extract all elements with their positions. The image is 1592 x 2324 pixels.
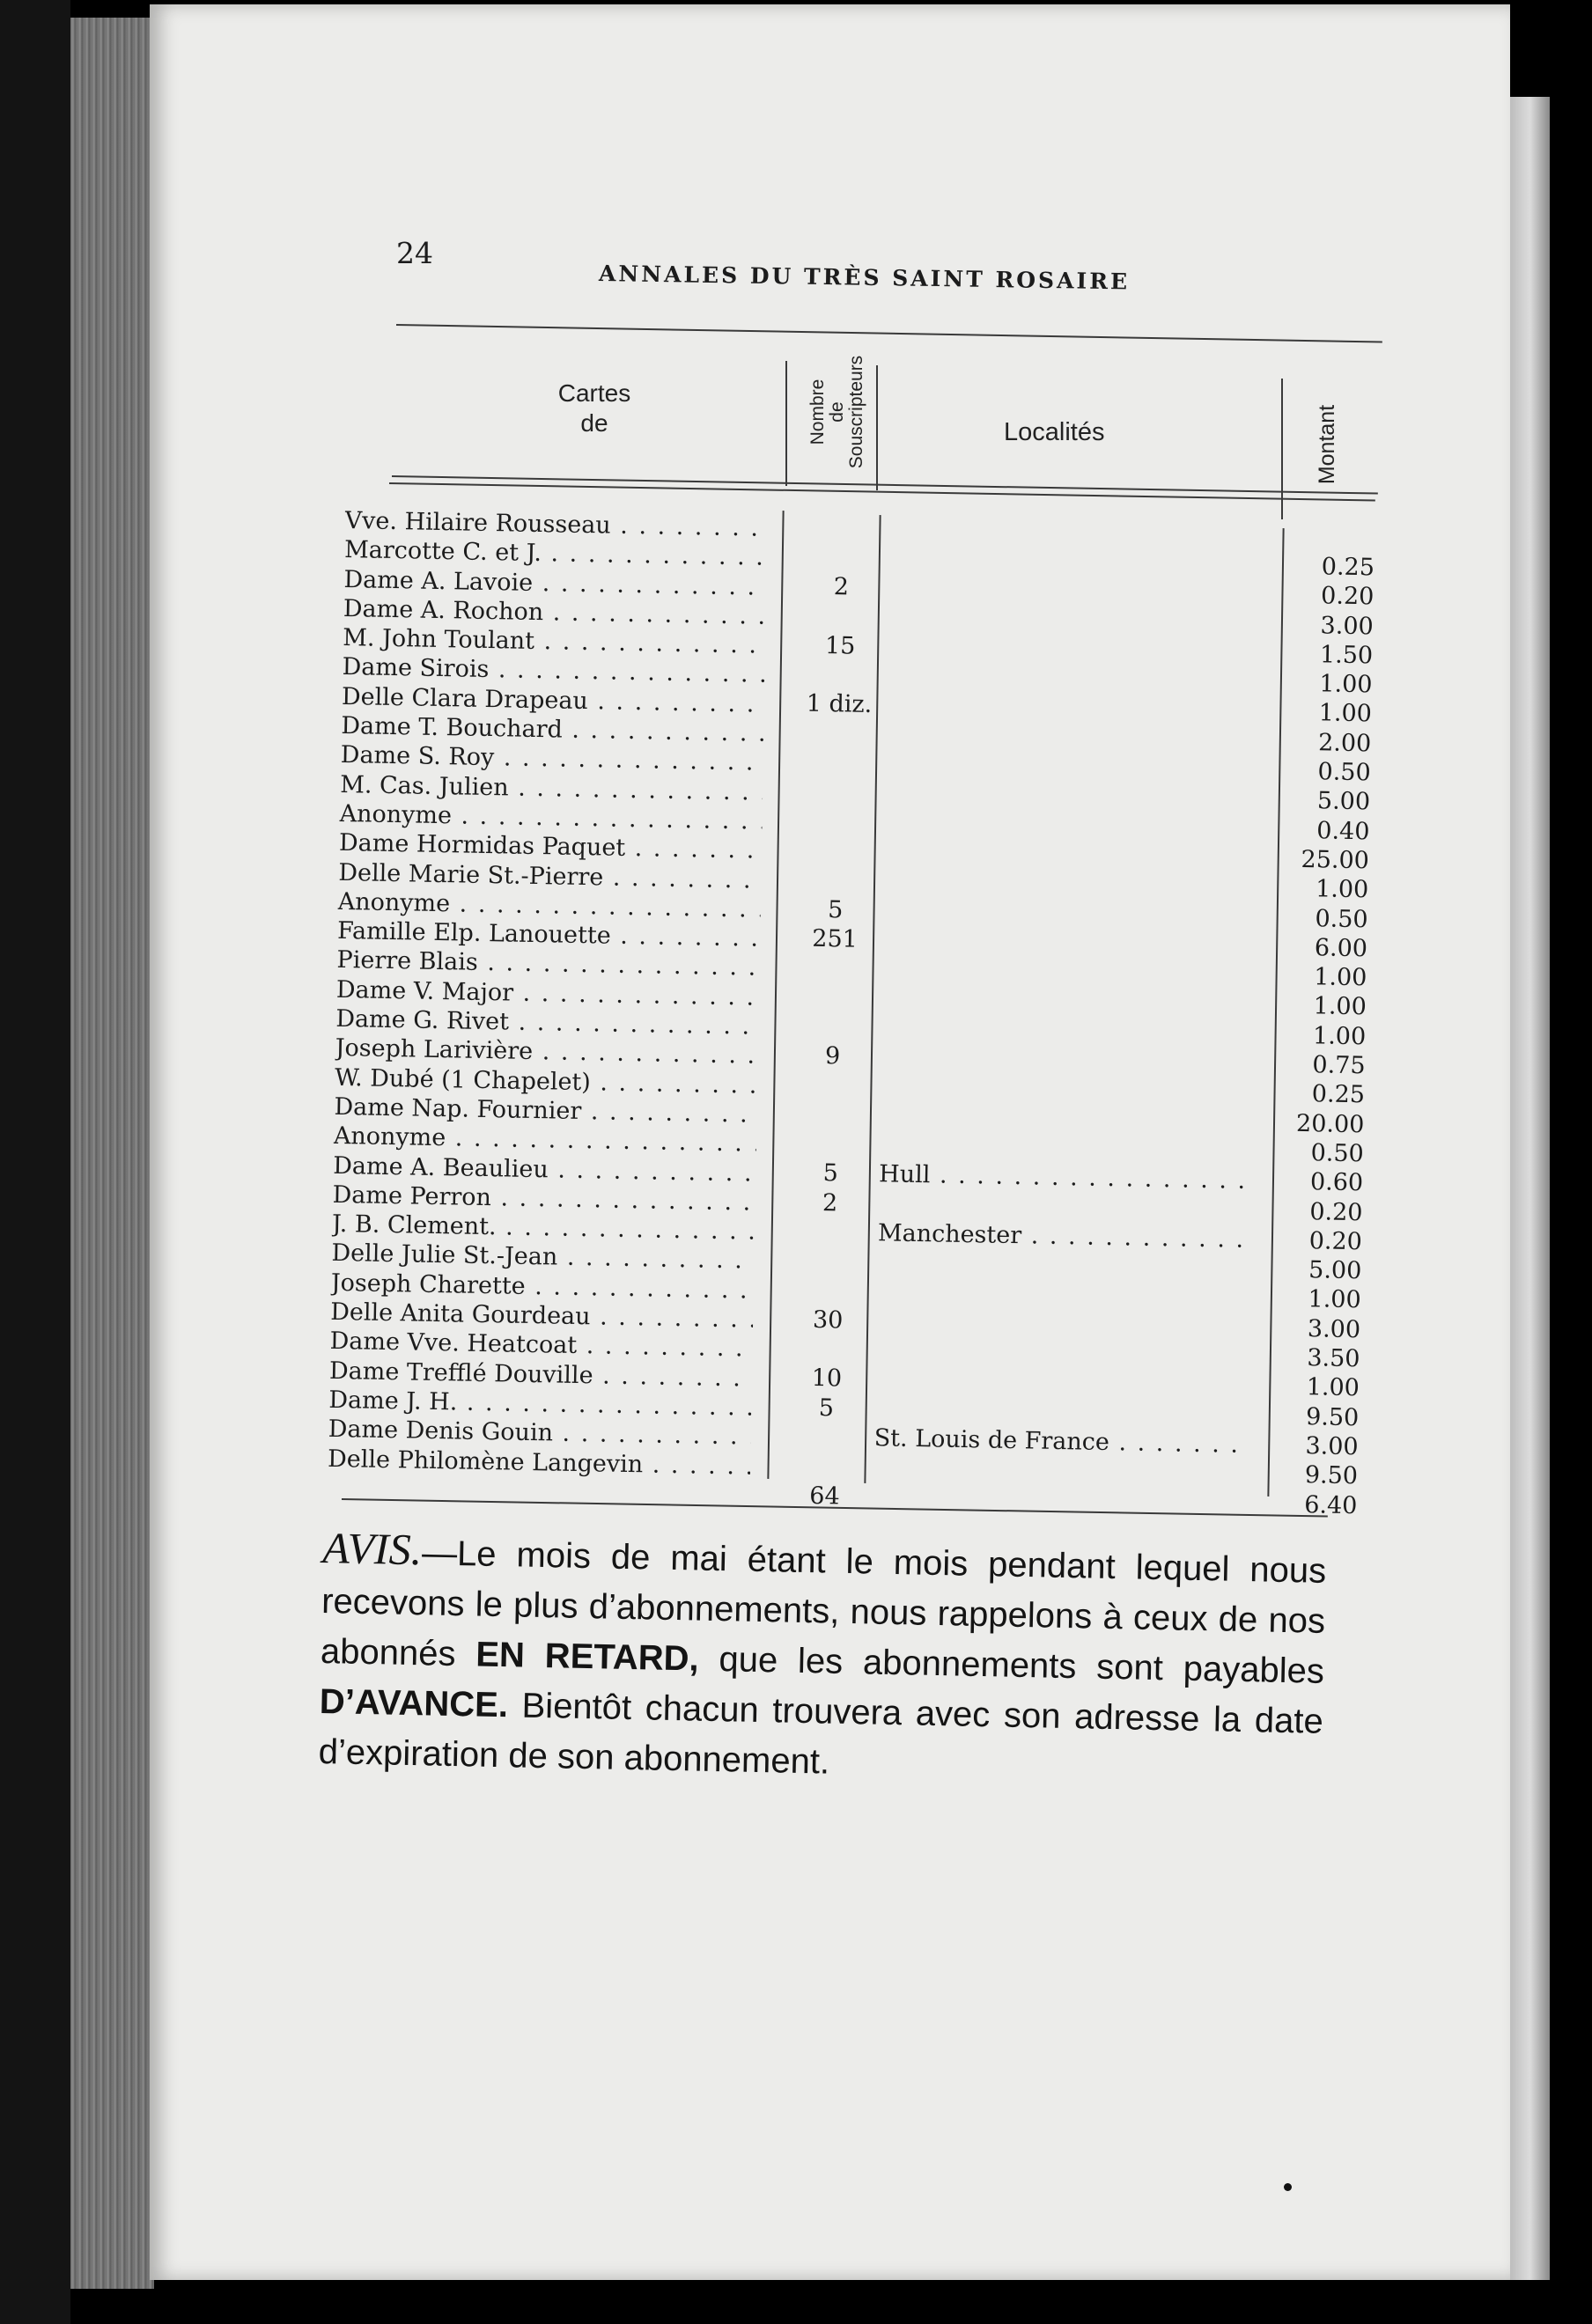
donor-name: Dame Hormidas Paquet . . . [339,829,762,864]
column-divider-nombre-right [876,365,878,490]
amount: 0.50 [1317,758,1371,787]
amount: 0.75 [1312,1051,1366,1080]
avis-bold-retard: EN RETARD, [475,1635,700,1679]
donor-name: Dame G. Rivet . . . [335,1005,758,1041]
avis-heading: AVIS. [321,1523,423,1575]
amount: 6.00 [1314,934,1368,963]
donor-name: Dame A. Lavoie . . . [343,566,766,601]
donor-name: J. B. Clement. . . . [332,1210,755,1246]
donor-name: Delle Philomène Langevin . . . [328,1445,750,1480]
subscriber-count: 9 [824,1042,841,1070]
amount: 0.60 [1309,1168,1364,1197]
donor-name: Dame T. Bouchard . . . [341,712,763,747]
column-divider-nombre-left [785,361,787,486]
facing-page-edge [1510,97,1550,2280]
amount: 0.25 [1311,1080,1366,1109]
donor-name: Dame S. Roy . . . [341,741,763,776]
donor-name: Delle Marie St.-Pierre . . . [338,858,761,894]
localite-text: St. Louis de France . . . [873,1424,1243,1459]
donor-name: M. Cas. Julien . . . [340,771,763,806]
column-header-localites: Localités [1004,418,1105,446]
column-header-cartes: Cartes de [557,379,631,437]
amount: 9.50 [1305,1402,1360,1431]
amount: 25.00 [1301,845,1370,875]
amount: 20.00 [1295,1109,1365,1138]
amount: 3.00 [1320,611,1374,641]
amount: 9.50 [1304,1461,1359,1490]
amount: 0.50 [1315,904,1368,933]
subscriber-count: 64 [809,1482,840,1510]
column-header-nombre: Nombre de Souscripteurs [807,355,866,469]
avis-text-3: Bientôt chacun trouvera avec son adresse la date d’expiration de son abonnement. [318,1686,1324,1782]
subscriber-count: 5 [818,1394,835,1422]
subscriber-count: 5 [822,1159,839,1188]
donor-name: Marcotte C. et J. . . . [344,536,767,571]
donor-name: Dame A. Beaulieu . . . [333,1151,755,1187]
amount: 1.50 [1319,641,1374,670]
amount: 1.00 [1312,1021,1367,1051]
amount: 0.20 [1308,1227,1363,1256]
localite-text: Hull . . . [879,1160,1249,1195]
donor-name: M. John Toulant . . . [343,624,765,659]
amount: 5.00 [1316,787,1371,816]
avis-text-2: que les abonnements sont payables [698,1639,1325,1691]
amount: 5.00 [1308,1256,1362,1285]
amount: 3.00 [1305,1432,1359,1461]
donor-name: Vve. Hilaire Rousseau . . . [344,507,767,542]
running-title: ANNALES DU TRÈS SAINT ROSAIRE [598,261,1131,295]
amount: 0.50 [1310,1139,1365,1168]
donor-name: Dame Nap. Fournier . . . [334,1093,756,1129]
ink-dot [1284,2183,1292,2191]
amount: 3.50 [1307,1344,1360,1373]
donor-name: Delle Julie St.-Jean . . . [331,1239,754,1275]
donor-name: Anonyme . . . [339,800,762,835]
subscription-table [327,507,1375,1519]
subscriber-count: 251 [812,924,859,953]
donor-name: Dame Trefflé Douville . . . [329,1357,752,1392]
amount: 1.00 [1319,670,1373,699]
donor-name: W. Dubé (1 Chapelet) . . . [335,1064,757,1099]
amount: 1.00 [1318,699,1373,728]
amount: 0.20 [1309,1197,1363,1226]
donor-name: Dame Vve. Heatcoat . . . [329,1327,752,1363]
amount: 1.00 [1315,875,1369,904]
avis-notice [318,1523,1327,1798]
amount: 3.00 [1307,1314,1361,1344]
page-edges [70,18,154,2289]
amount: 1.00 [1313,992,1367,1021]
subscriber-count: 15 [824,631,856,660]
donor-name: Anonyme . . . [337,888,760,923]
page-number: 24 [396,236,433,270]
amount: 0.25 [1321,553,1375,582]
subscriber-count: 10 [811,1364,843,1393]
amount: 1.00 [1306,1373,1360,1402]
column-header-montant: Montant [1315,404,1339,485]
subscriber-count: 2 [822,1188,838,1217]
subscriber-count: 1 diz. [806,690,873,719]
avis-text-1: —Le mois de mai étant le mois pendant lequel nous recevons le plus d’abonnements, nous rappelons à ceux de nos abonnés [320,1533,1327,1674]
localite-text: Manchester . . . [878,1219,1248,1254]
donor-name: Joseph Charette . . . [331,1269,754,1305]
amount: 6.40 [1304,1490,1358,1519]
donor-name: Delle Anita Gourdeau . . . [330,1298,753,1334]
donor-name: Dame V. Major . . . [336,976,759,1011]
avis-bold-avance: D’AVANCE. [319,1681,509,1725]
donor-name: Famille Elp. Lanouette . . . [337,917,760,952]
donor-name: Dame Denis Gouin . . . [328,1416,751,1451]
column-divider-montant [1281,379,1283,519]
subscriber-count: 5 [827,895,844,923]
donor-name: Delle Clara Drapeau . . . [342,683,764,718]
donor-name: Anonyme . . . [334,1122,756,1158]
amount: 0.20 [1320,582,1375,611]
donor-name: Pierre Blais . . . [336,946,759,982]
donor-name: Dame Sirois . . . [342,653,764,688]
amount: 1.00 [1313,963,1367,992]
book-spine [0,0,70,2324]
donor-name: Dame J. H. . . . [328,1386,751,1422]
donor-name: Dame Perron . . . [332,1181,755,1217]
amount: 1.00 [1308,1285,1361,1314]
amount: 0.40 [1316,816,1370,846]
subscriber-count: 2 [833,573,850,601]
donor-name: Dame A. Rochon . . . [343,595,766,630]
amount: 2.00 [1317,729,1372,758]
donor-name: Joseph Larivière . . . [335,1034,757,1070]
subscriber-count: 30 [812,1305,844,1335]
